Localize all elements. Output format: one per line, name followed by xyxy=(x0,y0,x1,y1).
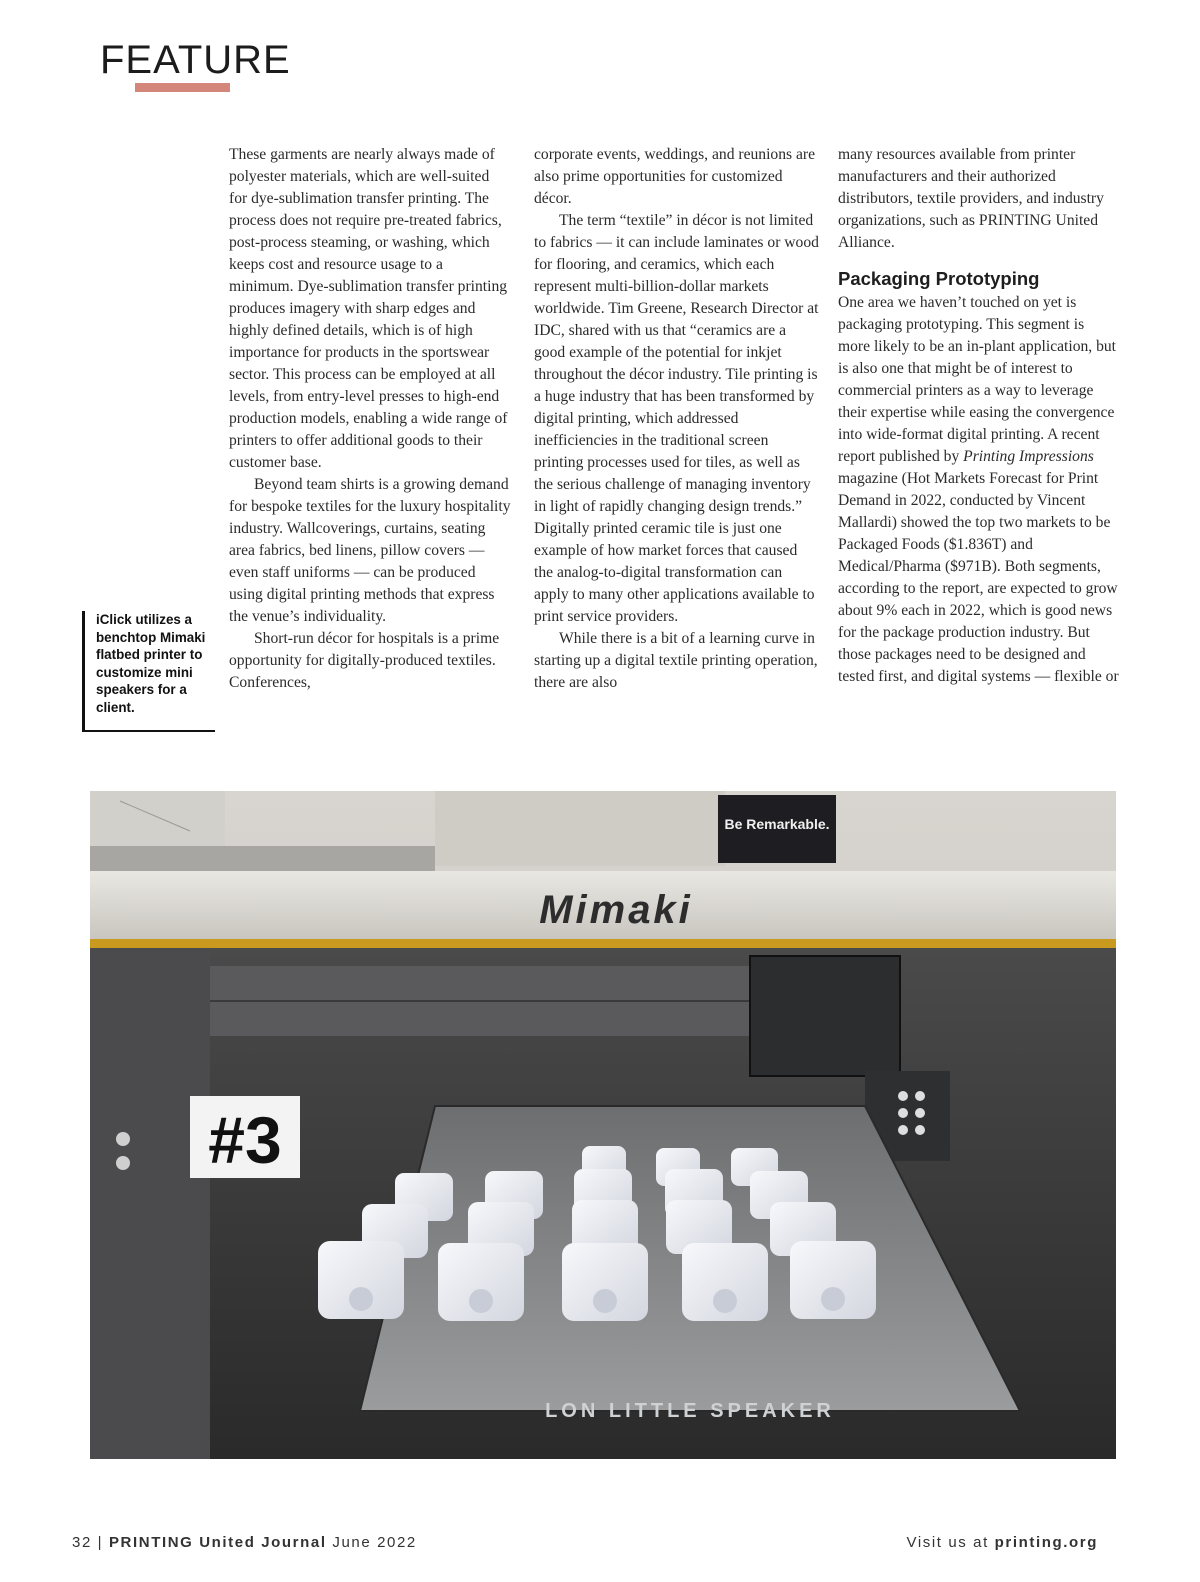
control-button xyxy=(915,1125,925,1135)
speaker-hole xyxy=(821,1287,845,1311)
side-panel-left xyxy=(90,948,210,1459)
carriage-box xyxy=(750,956,900,1076)
speaker-hole xyxy=(713,1289,737,1313)
paragraph: These garments are nearly always made of polyester materials, which are well-suited for dye-sublimation transfer printing. The process does not require pre-treated fabrics, post-process steaming, or washing, which keeps cost and resource usage to a minimum. Dye-sublimation transfer printing produces imagery with sharp edges and highly defined details, which is of high importance for products in the sportswear sector. This process can be employed at all levels, from entry-level presses to high-end production models, enabling a wide range of printers to offer additional goods to their customer base. xyxy=(229,146,508,471)
article-column-2 xyxy=(534,144,819,694)
footer-publication xyxy=(72,1534,417,1551)
control-button xyxy=(898,1091,908,1101)
caption-text: iClick utilizes a benchtop Mimaki flatbed printer to customize mini speakers for a client. xyxy=(96,612,206,715)
paragraph xyxy=(838,292,1120,688)
footer-website xyxy=(907,1534,1099,1551)
paragraph: many resources available from printer manufacturers and their authorized distributors, textile providers, and industry organizations, such as PRINTING United Alliance. xyxy=(838,146,1104,251)
paragraph: Beyond team shirts is a growing demand for bespoke textiles for the luxury hospitality industry. Wallcoverings, curtains, seating area fabrics, bed linens, pillow covers — even staff uniforms — can be produced using digital printing methods that express the venue’s individuality. xyxy=(229,476,511,625)
printer-illustration xyxy=(90,791,1116,1459)
article-column-1 xyxy=(229,144,511,694)
control-button xyxy=(915,1108,925,1118)
poster-text: Be Remarkable. xyxy=(724,816,830,832)
side-knob xyxy=(116,1132,130,1146)
printer-photo xyxy=(90,791,1116,1459)
publication-name: Printing Impressions xyxy=(963,448,1094,465)
control-button xyxy=(898,1125,908,1135)
section-rule xyxy=(135,83,230,92)
control-button xyxy=(898,1108,908,1118)
section-label: FEATURE xyxy=(100,38,291,82)
visit-label: Visit us at xyxy=(906,1534,989,1551)
station-number: #3 xyxy=(208,1103,282,1177)
issue-date: June 2022 xyxy=(332,1534,417,1551)
paragraph: corporate events, weddings, and reunions are also prime opportunities for customized décor. xyxy=(534,146,816,207)
control-button xyxy=(915,1091,925,1101)
side-knob xyxy=(116,1156,130,1170)
text-run: One area we haven’t touched on yet is packaging prototyping. This segment is more likely to be an in-plant application, but is also one that might be of interest to commercial printers as a way to leverage their expertise while easing the convergence into wide-format digital printing. A recent report published by xyxy=(838,294,1117,465)
page-number: 32 xyxy=(72,1534,92,1551)
subheading: Packaging Prototyping xyxy=(838,268,1040,289)
website-link[interactable]: printing.org xyxy=(994,1534,1098,1551)
yellow-stripe xyxy=(90,939,1116,948)
speaker-hole xyxy=(593,1289,617,1313)
footer-separator: | xyxy=(97,1534,104,1551)
photo-caption xyxy=(82,611,215,732)
speaker-hole xyxy=(469,1289,493,1313)
paragraph: The term “textile” in décor is not limited to fabrics — it can include laminates or wood for flooring, and ceramics, which each represent multi-billion-dollar markets worldwide. Tim Greene, Research Director at IDC, shared with us that “ceramics are a good example of the potential for inkjet throughout the décor industry. Tile printing is a huge industry that has been transformed by digital printing, which addressed inefficiencies in the traditional screen printing processes used for tiles, as well as the serious challenge of managing inventory in light of rapidly changing design trends.” Digitally printed ceramic tile is just one example of how market forces that caused the analog-to-digital transformation can apply to many other applications available to print service providers. xyxy=(534,212,819,625)
article-column-3 xyxy=(838,144,1120,688)
publication-title: PRINTING United Journal xyxy=(108,1534,327,1551)
plate-label: LON LITTLE SPEAKER xyxy=(545,1400,835,1422)
text-run: magazine (Hot Markets Forecast for Print Demand in 2022, conducted by Vincent Mallardi) showed the top two markets to be Packaged Foods ($1.836T) and Medical/Pharma ($971B). Both segments, according to the report, are expected to grow about 9% each in 2022, which is good news for the package production industry. But those packages need to be designed and tested first, and digital systems — flexible or xyxy=(838,470,1119,685)
brand-logo: Mimaki xyxy=(539,888,693,932)
paragraph: While there is a bit of a learning curve in starting up a digital textile printing operation, there are also xyxy=(534,630,818,691)
back-shelf xyxy=(435,791,725,866)
speaker-hole xyxy=(349,1287,373,1311)
paragraph: Short-run décor for hospitals is a prime opportunity for digitally-produced textiles. Conferences, xyxy=(229,630,500,691)
